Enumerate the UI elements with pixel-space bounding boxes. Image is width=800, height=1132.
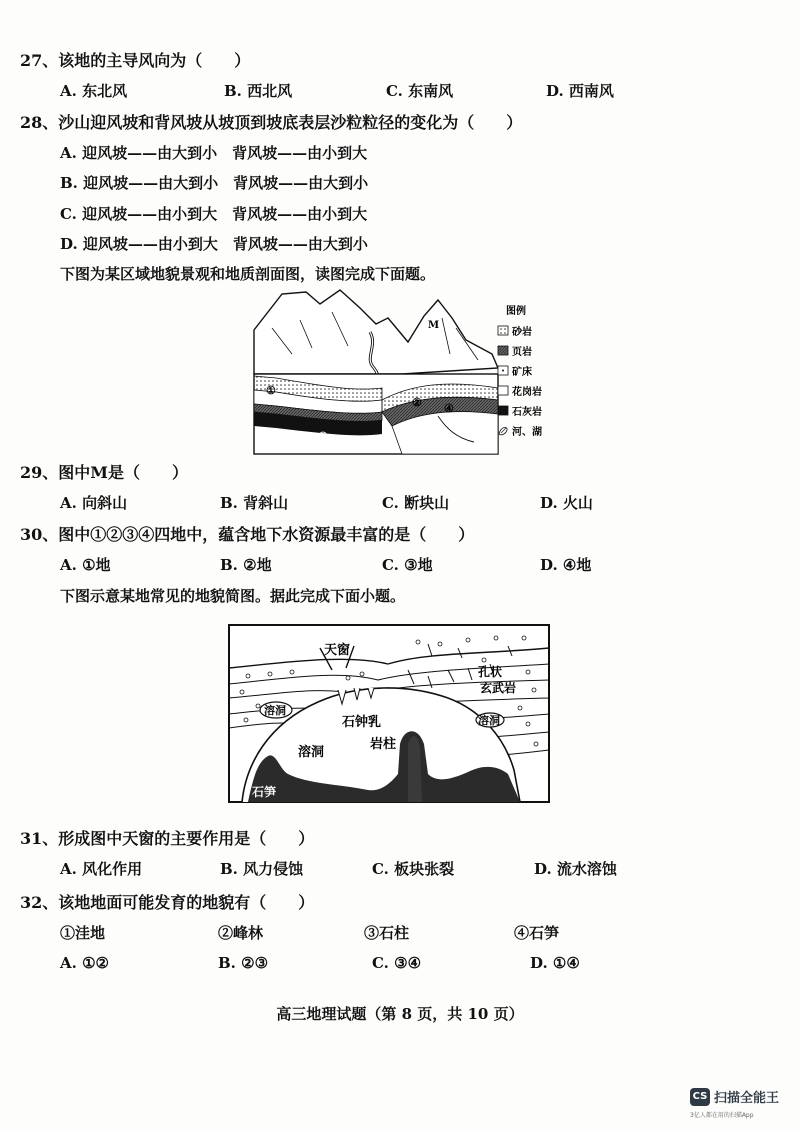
question-27-stem: 27、该地的主导风向为（ ）	[20, 51, 251, 70]
q30-option-b: B. ②地	[220, 556, 272, 574]
q28-option-b: B. 迎风坡——由大到小 背风坡——由大到小	[60, 174, 369, 192]
geology-block-diagram	[252, 288, 572, 458]
question-28-stem: 28、沙山迎风坡和背风坡从坡顶到坡底表层沙粒粒径的变化为（ ）	[20, 113, 523, 132]
question-29-stem: 29、图中M是（ ）	[20, 463, 188, 482]
legend-label-ore: 矿床	[512, 367, 532, 378]
site-label-2: ②	[412, 396, 422, 409]
legend-label-sandstone: 砂岩	[512, 327, 532, 338]
legend-label-granite: 花岗岩	[512, 387, 542, 398]
q31-option-a: A. 风化作用	[60, 860, 143, 878]
q27-option-c: C. 东南风	[386, 82, 454, 100]
q31-option-d: D. 流水溶蚀	[534, 860, 617, 878]
karst-landform-diagram	[228, 624, 550, 804]
legend-swatch-limestone	[498, 406, 508, 415]
label-basalt: 玄武岩	[480, 681, 517, 695]
legend-swatch-shale	[498, 346, 508, 355]
q32-item-4: ④石笋	[514, 924, 560, 942]
legend-label-shale: 页岩	[512, 347, 532, 358]
q31-option-b: B. 风力侵蚀	[220, 860, 304, 878]
question-30-stem: 30、图中①②③④四地中，蕴含地下水资源最丰富的是（ ）	[20, 525, 475, 544]
watermark-name: 扫描全能王	[714, 1091, 780, 1106]
q32-option-d: D. ①④	[530, 954, 580, 972]
label-porous: 孔状	[478, 665, 503, 679]
q32-item-2: ②峰林	[218, 924, 264, 942]
label-stalactite: 石钟乳	[342, 715, 382, 730]
label-skylight: 天窗	[324, 643, 351, 658]
label-cave-main: 溶洞	[298, 745, 325, 760]
question-31-stem: 31、形成图中天窗的主要作用是（ ）	[20, 829, 315, 848]
q29-option-a: A. 向斜山	[60, 494, 128, 512]
label-pillar: 岩柱	[370, 737, 397, 752]
camscanner-logo-icon: CS	[690, 1088, 710, 1106]
scanner-watermark	[690, 1086, 790, 1119]
q32-option-a: A. ①②	[60, 954, 109, 972]
q29-option-c: C. 断块山	[382, 494, 450, 512]
q28-option-a: A. 迎风坡——由大到小 背风坡——由小到大	[60, 144, 368, 162]
q29-option-b: B. 背斜山	[220, 494, 289, 512]
q32-item-1: ①洼地	[60, 924, 106, 942]
figure1-intro: 下图为某区域地貌景观和地质剖面图，读图完成下面题。	[60, 265, 436, 283]
q30-option-c: C. ③地	[382, 556, 433, 574]
q30-option-d: D. ④地	[540, 556, 592, 574]
q27-option-a: A. 东北风	[60, 82, 128, 100]
figure2-intro: 下图示意某地常见的地貌简图。据此完成下面小题。	[60, 587, 406, 605]
legend-swatch-granite	[498, 386, 508, 395]
question-32-stem: 32、该地地面可能发育的地貌有（ ）	[20, 893, 315, 912]
q30-option-a: A. ①地	[60, 556, 111, 574]
q32-item-3: ③石柱	[364, 924, 410, 942]
peak-label-m: M	[428, 320, 440, 331]
page-footer: 高三地理试题（第 8 页，共 10 页）	[276, 1005, 524, 1023]
watermark-tagline: 3亿人都在用的扫描App	[690, 1112, 754, 1119]
q27-option-b: B. 西北风	[224, 82, 293, 100]
site-label-4: ④	[444, 402, 454, 415]
q32-option-b: B. ②③	[218, 954, 269, 972]
q31-option-c: C. 板块张裂	[372, 860, 455, 878]
legend-label-limestone: 石灰岩	[512, 407, 542, 418]
q27-option-d: D. 西南风	[546, 82, 614, 100]
legend-label-river-lake: 河、湖	[512, 427, 542, 438]
label-stalagmite: 石笋	[252, 785, 277, 799]
q28-option-d: D. 迎风坡——由小到大 背风坡——由大到小	[60, 235, 368, 253]
site-label-1: ①	[266, 384, 276, 397]
label-cave-small-left: 溶洞	[264, 704, 286, 717]
q29-option-d: D. 火山	[540, 494, 593, 512]
legend-title: 图例	[506, 306, 526, 317]
q28-option-c: C. 迎风坡——由小到大 背风坡——由小到大	[60, 205, 368, 223]
q32-option-c: C. ③④	[372, 954, 422, 972]
legend-swatch-sandstone	[498, 326, 508, 335]
label-cave-small-right: 溶洞	[478, 714, 500, 727]
site-label-3: ③	[318, 430, 328, 443]
